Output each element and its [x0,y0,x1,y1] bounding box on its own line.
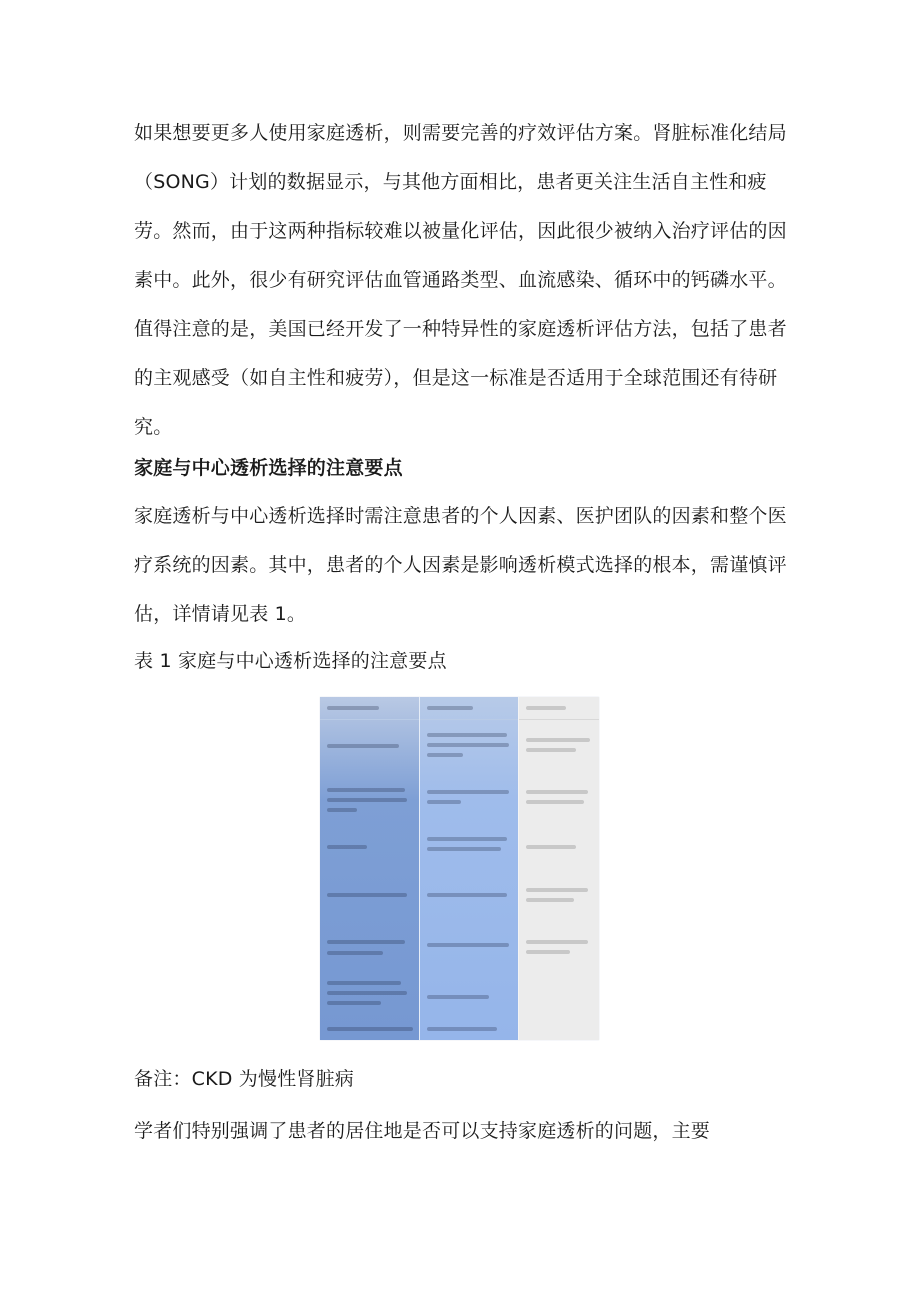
table-column-patient [320,697,419,1040]
blurred-text [427,790,509,794]
blurred-text [427,743,509,747]
table-column-care-team [419,697,519,1040]
blurred-text [327,1027,413,1031]
blurred-text [427,800,461,804]
blurred-text [526,950,570,954]
paragraph-residence: 学者们特别强调了患者的居住地是否可以支持家庭透析的问题，主要 [134,1120,711,1142]
blurred-text [427,847,501,851]
blurred-text [327,1001,381,1005]
blurred-text [526,845,576,849]
blurred-text [427,1027,497,1031]
section-heading: 家庭与中心透析选择的注意要点 [134,457,403,479]
blurred-text [526,706,566,710]
blurred-text [327,845,367,849]
table-image [320,697,599,1040]
table-column-health-system [518,697,599,1040]
table-header-cell [519,697,599,720]
blurred-text [526,738,590,742]
blurred-text [327,893,407,897]
blurred-text [526,748,576,752]
blurred-text [427,706,473,710]
blurred-text [427,995,489,999]
blurred-text [526,898,574,902]
table-header-cell [320,697,419,720]
blurred-text [327,744,399,748]
blurred-text [427,753,463,757]
blurred-text [327,788,405,792]
blurred-text [327,808,357,812]
blurred-text [526,888,588,892]
paragraph-autonomy: 如果想要更多人使用家庭透析，则需要完善的疗效评估方案。肾脏标准化结局（SONG）计划的数据显示，与其他方面相比，患者更关注生活自主性和疲劳。然而，由于这两种指标较难以被量化评估，因此很少被纳入治疗评估的因素中。此外，很少有研究评估血管通路类型、血流感染、循环中的钙磷水平。值得注意的是，美国已经开发了一种特异性的家庭透析评估方法，包括了患者的主观感受（如自主性和疲劳），但是这一标准是否适用于全球范围还有待研究。 [134,122,787,438]
blurred-text [327,951,383,955]
blurred-text [327,706,379,710]
blurred-text [526,790,588,794]
table-caption: 表 1 家庭与中心透析选择的注意要点 [134,650,447,672]
blurred-text [327,798,407,802]
table-header-cell [420,697,519,720]
blurred-text [427,943,509,947]
blurred-text [427,733,507,737]
blurred-text [327,981,401,985]
table-note: 备注：CKD 为慢性肾脏病 [134,1068,354,1090]
blurred-text [526,800,584,804]
paragraph-selection: 家庭透析与中心透析选择时需注意患者的个人因素、医护团队的因素和整个医疗系统的因素。其中，患者的个人因素是影响透析模式选择的根本，需谨慎评估，详情请见表 1。 [134,505,787,625]
blurred-text [327,940,405,944]
blurred-text [427,837,507,841]
blurred-text [526,940,588,944]
blurred-text [327,991,407,995]
blurred-text [427,893,507,897]
